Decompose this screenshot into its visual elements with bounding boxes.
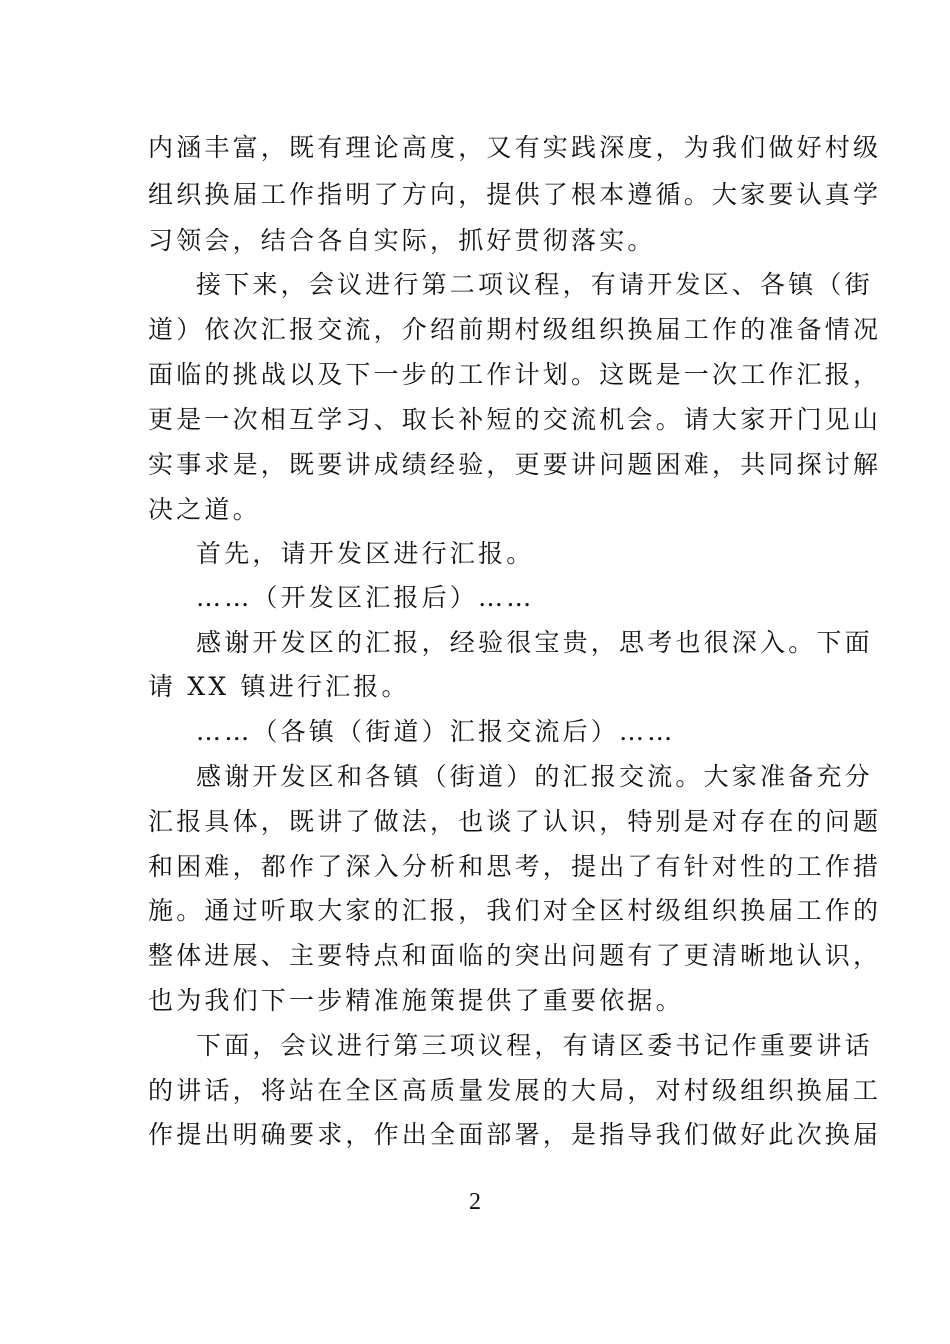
text-line: 的讲话，将站在全区高质量发展的大局，对村级组织换届工: [148, 1076, 882, 1105]
page-number: 2: [469, 1189, 481, 1215]
text-line: 习领会，结合各自实际，抓好贯彻落实。: [148, 226, 656, 255]
text-line: 更是一次相互学习、取长补短的交流机会。请大家开门见山: [148, 405, 882, 434]
text-line: 作提出明确要求，作出全面部署，是指导我们做好此次换届: [148, 1120, 882, 1149]
text-line: 整体进展、主要特点和面临的突出问题有了更清晰地认识，: [148, 941, 882, 970]
text-line-indented: 接下来，会议进行第二项议程，有请开发区、各镇（街: [196, 270, 873, 299]
text-line-indented: 首先，请开发区进行汇报。: [196, 539, 535, 568]
text-line-indented: ……（各镇（街道）汇报交流后）……: [196, 717, 676, 746]
text-line: 实事求是，既要讲成绩经验，更要讲问题困难，共同探讨解: [148, 450, 882, 479]
text-line-indented: 感谢开发区和各镇（街道）的汇报交流。大家准备充分: [196, 762, 873, 791]
text-line: 内涵丰富，既有理论高度，又有实践深度，为我们做好村级: [148, 133, 882, 162]
text-line: 和困难，都作了深入分析和思考，提出了有针对性的工作措: [148, 852, 882, 881]
text-line: 汇报具体，既讲了做法，也谈了认识，特别是对存在的问题: [148, 807, 882, 836]
text-line: 面临的挑战以及下一步的工作计划。这既是一次工作汇报，: [148, 360, 882, 389]
text-line: 道）依次汇报交流，介绍前期村级组织换届工作的准备情况: [148, 315, 882, 344]
text-line: 决之道。: [148, 495, 261, 524]
text-line: 施。通过听取大家的汇报，我们对全区村级组织换届工作的: [148, 896, 882, 925]
text-line: 请 XX 镇进行汇报。: [148, 672, 410, 701]
text-line: 也为我们下一步精准施策提供了重要依据。: [148, 986, 684, 1015]
text-line-indented: 感谢开发区的汇报，经验很宝贵，思考也很深入。下面: [196, 628, 873, 657]
text-line-indented: 下面，会议进行第三项议程，有请区委书记作重要讲话: [196, 1031, 873, 1060]
text-line: 组织换届工作指明了方向，提供了根本遵循。大家要认真学: [148, 180, 882, 209]
text-line-indented: ……（开发区汇报后）……: [196, 583, 535, 612]
